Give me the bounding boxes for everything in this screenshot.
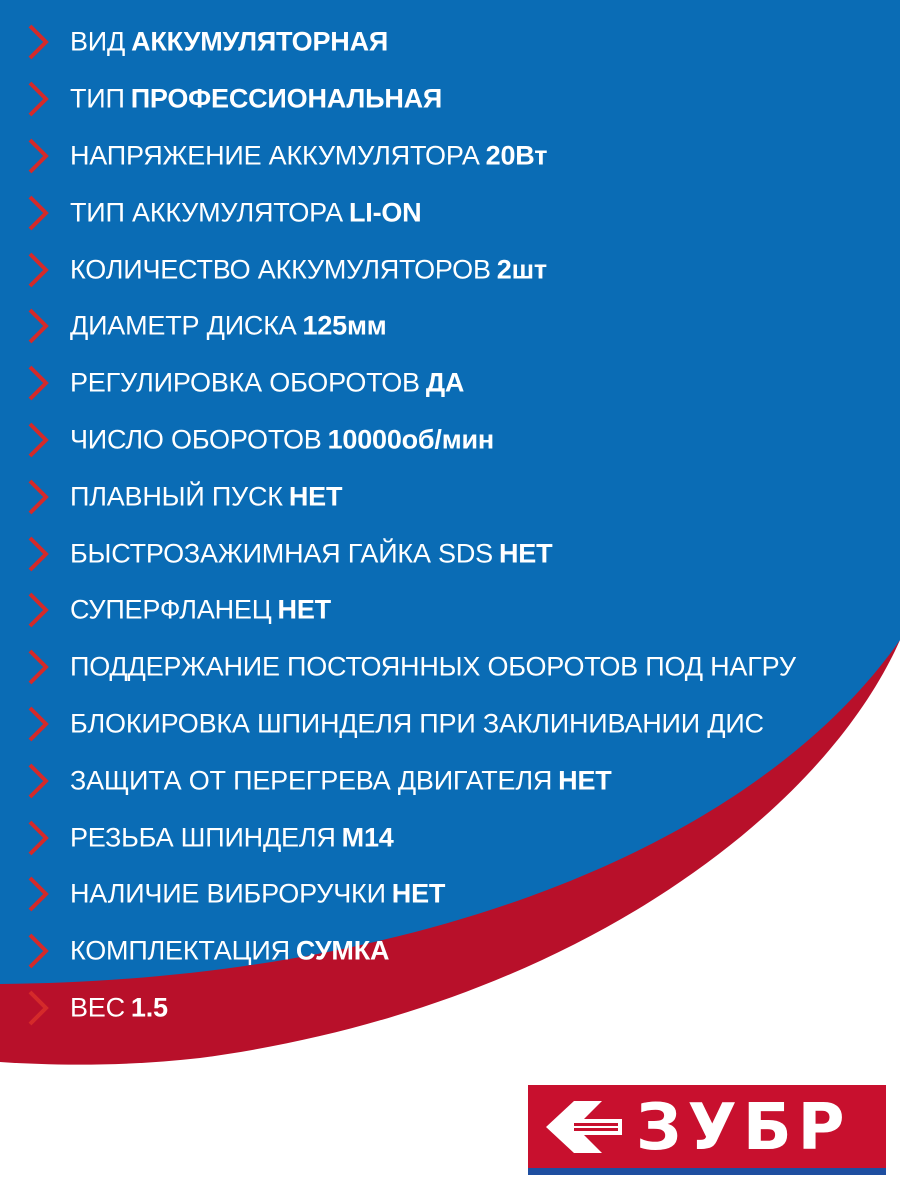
spec-value: ПРОФЕССИОНАЛЬНАЯ	[130, 83, 443, 114]
chevron-right-icon	[26, 762, 50, 800]
spec-label: РЕЗЬБА ШПИНДЕЛЯ	[70, 822, 336, 853]
chevron-right-icon	[26, 875, 50, 913]
spec-label: ВИД	[70, 26, 126, 57]
spec-value: НЕТ	[391, 878, 446, 909]
spec-text	[70, 936, 389, 967]
chevron-right-icon	[26, 591, 50, 629]
spec-label: БЛОКИРОВКА ШПИНДЕЛЯ ПРИ ЗАКЛИНИВАНИИ ДИС	[70, 708, 764, 739]
spec-label: НАПРЯЖЕНИЕ АККУМУЛЯТОРА	[70, 140, 480, 171]
chevron-right-icon	[26, 307, 50, 345]
spec-row	[0, 412, 900, 469]
chevron-right-icon	[26, 478, 50, 516]
spec-row	[0, 298, 900, 355]
spec-text	[70, 708, 764, 739]
spec-value: СУМКА	[295, 935, 390, 966]
spec-label: ЧИСЛО ОБОРОТОВ	[70, 424, 322, 455]
spec-text	[70, 140, 547, 171]
spec-text	[70, 652, 796, 683]
spec-value: LI-ON	[348, 197, 422, 228]
spec-row	[0, 71, 900, 128]
chevron-right-icon	[26, 648, 50, 686]
chevron-right-icon	[26, 194, 50, 232]
spec-text	[70, 197, 421, 228]
chevron-right-icon	[26, 80, 50, 118]
spec-text	[70, 481, 342, 512]
spec-label: ТИП АККУМУЛЯТОРА	[70, 197, 343, 228]
logo-emblem-icon	[544, 1097, 624, 1157]
spec-text	[70, 992, 168, 1023]
chevron-right-icon	[26, 989, 50, 1027]
spec-value: НЕТ	[288, 481, 343, 512]
spec-row	[0, 14, 900, 71]
brand-logo	[528, 1085, 886, 1175]
spec-row	[0, 639, 900, 696]
spec-text	[70, 879, 445, 910]
spec-label: ВЕС	[70, 992, 125, 1023]
spec-value: НЕТ	[277, 594, 331, 625]
spec-row	[0, 752, 900, 809]
spec-text	[70, 254, 547, 285]
chevron-right-icon	[26, 364, 50, 402]
spec-list	[0, 14, 900, 1036]
spec-text	[70, 424, 494, 455]
spec-value: 125мм	[302, 310, 387, 341]
spec-value: НЕТ	[558, 765, 612, 796]
spec-row	[0, 923, 900, 980]
spec-row	[0, 696, 900, 753]
spec-label: ЗАЩИТА ОТ ПЕРЕГРЕВА ДВИГАТЕЛЯ	[70, 765, 553, 796]
spec-value: 1.5	[130, 992, 168, 1023]
chevron-right-icon	[26, 421, 50, 459]
spec-text	[70, 822, 394, 853]
chevron-right-icon	[26, 251, 50, 289]
spec-text	[70, 765, 612, 796]
spec-row	[0, 809, 900, 866]
spec-row	[0, 525, 900, 582]
spec-text	[70, 84, 442, 115]
spec-text	[70, 311, 387, 342]
spec-value: M14	[341, 822, 394, 853]
chevron-right-icon	[26, 535, 50, 573]
chevron-right-icon	[26, 137, 50, 175]
chevron-right-icon	[26, 705, 50, 743]
spec-value: ДА	[425, 367, 465, 398]
spec-row	[0, 128, 900, 185]
spec-value: 20Вт	[485, 140, 548, 171]
spec-row	[0, 355, 900, 412]
spec-label: НАЛИЧИЕ ВИБРОРУЧКИ	[70, 878, 386, 909]
spec-label: ТИП	[70, 83, 125, 114]
spec-label: РЕГУЛИРОВКА ОБОРОТОВ	[70, 367, 420, 398]
spec-value: АККУМУЛЯТОРНАЯ	[131, 26, 389, 57]
chevron-right-icon	[26, 932, 50, 970]
spec-label: ПЛАВНЫЙ ПУСК	[70, 481, 283, 512]
spec-label: ПОДДЕРЖАНИЕ ПОСТОЯННЫХ ОБОРОТОВ ПОД НАГРУ	[70, 651, 796, 682]
spec-label: ДИАМЕТР ДИСКА	[70, 310, 297, 341]
spec-label: КОЛИЧЕСТВО АККУМУЛЯТОРОВ	[70, 254, 491, 285]
spec-text	[70, 595, 331, 626]
spec-value: 10000об/мин	[327, 424, 494, 455]
spec-label: СУПЕРФЛАНЕЦ	[70, 594, 272, 625]
spec-text	[70, 538, 552, 569]
spec-row	[0, 468, 900, 525]
spec-label: КОМПЛЕКТАЦИЯ	[70, 935, 290, 966]
spec-label: БЫСТРОЗАЖИМНАЯ ГАЙКА SDS	[70, 538, 493, 569]
spec-row	[0, 184, 900, 241]
spec-value: 2шт	[496, 254, 547, 285]
spec-row	[0, 241, 900, 298]
spec-row	[0, 582, 900, 639]
spec-text	[70, 27, 388, 58]
chevron-right-icon	[26, 819, 50, 857]
spec-row	[0, 980, 900, 1037]
spec-value: НЕТ	[498, 538, 553, 569]
logo-wordmark: ЗУБР	[636, 1091, 851, 1165]
spec-row	[0, 866, 900, 923]
chevron-right-icon	[26, 23, 50, 61]
spec-text	[70, 368, 464, 399]
